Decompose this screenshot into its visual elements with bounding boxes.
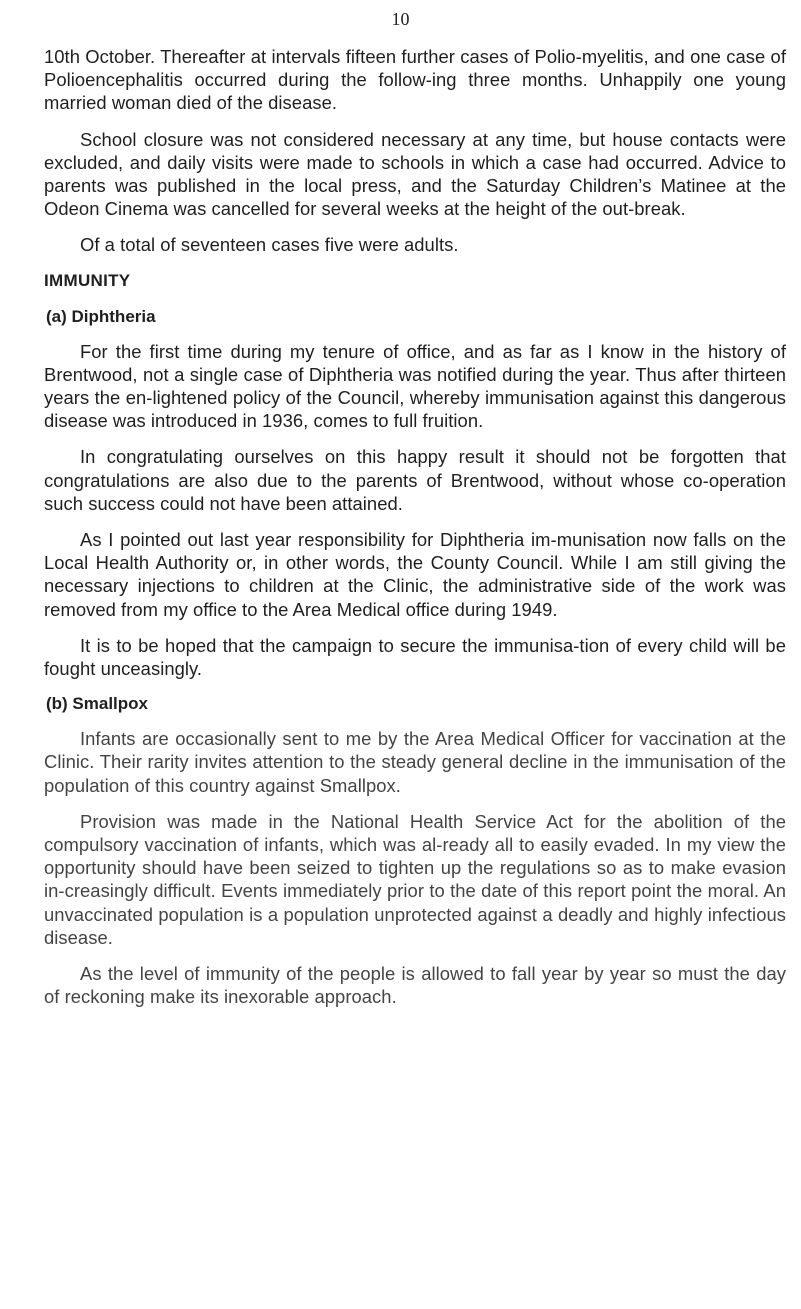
section-heading-immunity: IMMUNITY: [44, 270, 131, 290]
paragraph-diphtheria-3: As I pointed out last year responsibility for Diphtheria im-munisation now falls on the Local Health Authority or, in other words, the County Council. While I am still giving the necessary injections to children at the Clinic, the administrative side of the work was removed from my office to the Area Medical office during 1949.: [44, 529, 786, 620]
page-content: [44, 45, 786, 1022]
subheading-diphtheria: (a) Diphtheria: [46, 306, 156, 326]
paragraph-smallpox-3: As the level of immunity of the people is allowed to fall year by year so must the day of reckoning make its inexorable approach.: [44, 963, 786, 1008]
paragraph-diphtheria-1: For the first time during my tenure of office, and as far as I know in the history of Brentwood, not a single case of Diphtheria was notified during the year. Thus after thirteen years the en-lightened policy of the Council, whereby immunisation against this dangerous disease was introduced in 1936, comes to full fruition.: [44, 340, 786, 432]
paragraph-smallpox-2: Provision was made in the National Health Service Act for the abolition of the compulsory vaccination of infants, which was al-ready all to easily evaded. In my view the opportunity should have been seized to tighten up the regulations so as to make evasion in-creasingly difficult. Events immediately prior to the date of this report point the moral. An unvaccinated population is a population unprotected against a deadly and highly infectious disease.: [44, 810, 786, 948]
paragraph-diphtheria-2: In congratulating ourselves on this happy result it should not be forgotten that congratulations are also due to the parents of Brentwood, without whose co-operation such success could not have been attained.: [44, 446, 786, 514]
subheading-smallpox: (b) Smallpox: [46, 694, 149, 714]
paragraph-smallpox-1: Infants are occasionally sent to me by the Area Medical Officer for vaccination at the Clinic. Their rarity invites attention to the steady general decline in the immunisation of the population of this country against Smallpox.: [44, 728, 786, 796]
paragraph-intro-3: Of a total of seventeen cases five were adults.: [80, 234, 459, 256]
paragraph-intro-1: 10th October. Thereafter at intervals fifteen further cases of Polio-myelitis, and one case of Polioencephalitis occurred during the follow-ing three months. Unhappily one young married woman died of the disease.: [44, 46, 786, 114]
paragraph-intro-2: School closure was not considered necessary at any time, but house contacts were excluded, and daily visits were made to schools in which a case had occurred. Advice to parents was published in the local press, and the Saturday Children’s Matinee at the Odeon Cinema was cancelled for several weeks at the height of the out-break.: [44, 128, 786, 220]
page-number: 10: [391, 9, 410, 29]
paragraph-diphtheria-4: It is to be hoped that the campaign to secure the immunisa-tion of every child will be fought unceasingly.: [44, 634, 786, 680]
smallpox-body: [44, 727, 786, 1008]
